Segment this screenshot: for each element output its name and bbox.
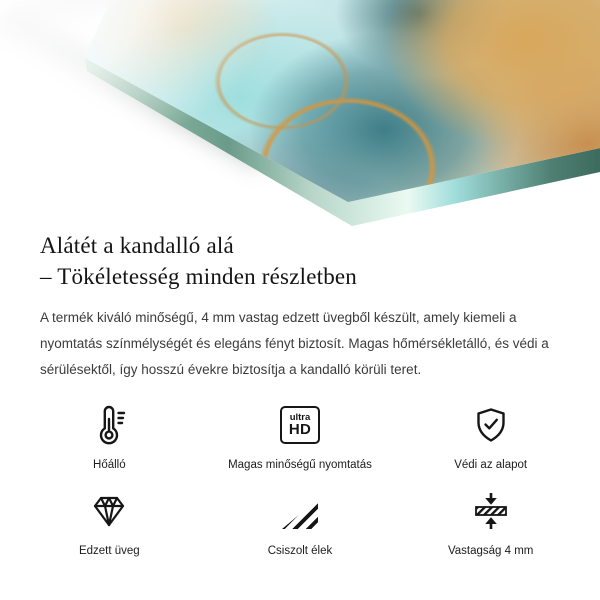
uhd-text-bottom: HD	[288, 421, 312, 438]
feature-print-quality	[205, 402, 396, 472]
feature-label: Csiszolt élek	[267, 545, 333, 557]
feature-tempered-glass	[14, 488, 205, 558]
feature-thickness	[395, 488, 586, 558]
feature-heat-resistant	[14, 402, 205, 472]
heading-line2: – Tökéletesség minden részletben	[40, 264, 358, 289]
feature-label: Magas minőségű nyomtatás	[228, 459, 372, 471]
product-image	[0, 0, 600, 232]
thickness-icon	[471, 488, 511, 534]
feature-label: Edzett üveg	[78, 545, 140, 557]
thermometer-icon	[89, 402, 129, 448]
ultra-hd-icon	[280, 402, 320, 448]
feature-grid	[14, 402, 586, 558]
diamond-icon	[89, 488, 129, 534]
feature-polished-edges	[205, 488, 396, 558]
shield-check-icon	[471, 402, 511, 448]
feature-protects-base	[395, 402, 586, 472]
heading-line1: Alátét a kandalló alá	[40, 233, 234, 258]
feature-label: Védi az alapot	[454, 459, 528, 471]
glass-panel-artwork	[0, 0, 600, 232]
feature-label: Hőálló	[93, 459, 126, 471]
uhd-text-top: ultra	[289, 412, 311, 423]
page-title	[40, 230, 357, 292]
feature-label: Vastagság 4 mm	[447, 545, 534, 557]
polished-edge-icon	[282, 488, 318, 534]
product-description: A termék kiváló minőségű, 4 mm vastag edzett üvegből készült, amely kiemeli a nyomtatás színmélységét és elegáns fényt biztosít. Magas hőmérsékletálló, és védi a sérülésektől, így hosszú évekre biztosítja a kandalló körüli teret.	[40, 310, 549, 377]
